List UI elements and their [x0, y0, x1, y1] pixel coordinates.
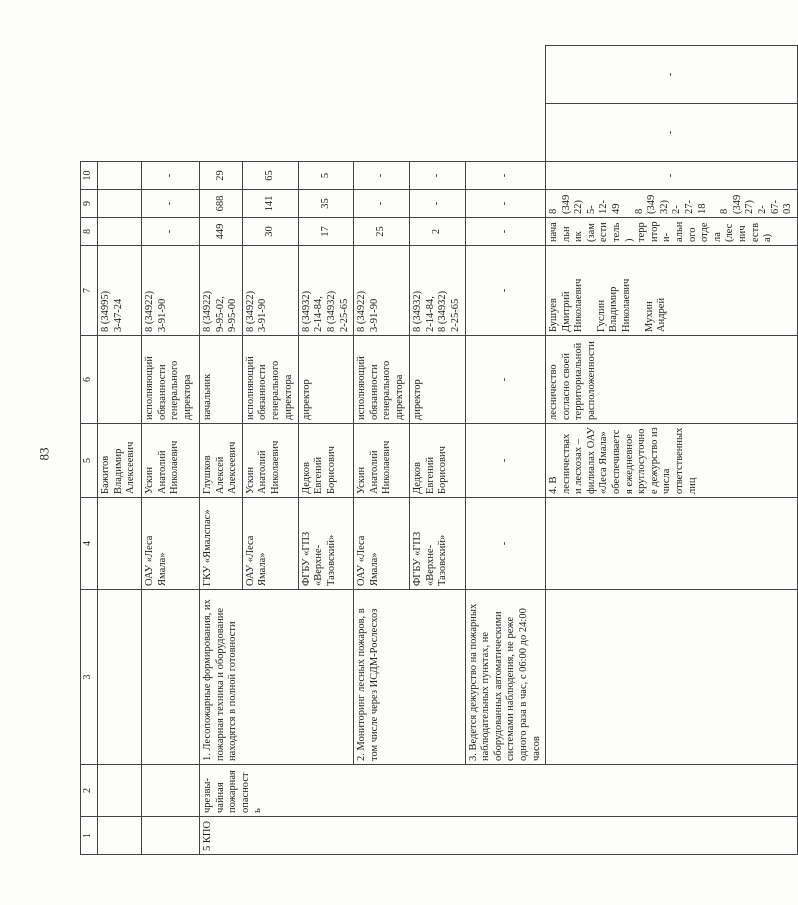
- col-header: 7: [81, 246, 98, 336]
- org-cell: -: [465, 498, 546, 590]
- value-cell: -: [546, 46, 798, 104]
- table-row: [142, 46, 200, 855]
- column-number-row: [81, 46, 98, 855]
- org-cell: лесничество согласно своей территориальной расположенности: [546, 336, 798, 424]
- value-cell: -: [142, 162, 200, 190]
- person-cell: Глушков Алексей Алексеевич: [200, 424, 243, 498]
- col-header: 10: [81, 162, 98, 190]
- value-cell: -: [142, 218, 200, 246]
- value-cell: 35: [298, 190, 353, 218]
- phone-cell: 8 (34922) 3-91-90: [354, 246, 410, 336]
- table-row: [200, 46, 243, 855]
- org-cell: ФГБУ «ГПЗ «Верхне-Тазовский»: [410, 498, 465, 590]
- table-row: [546, 46, 798, 855]
- col-header: 6: [81, 336, 98, 424]
- position-cell: директор: [298, 336, 353, 424]
- phone-cell: 8 (34922) 9-95-02, 9-95-00: [200, 246, 243, 336]
- phone-cell: 8 (34932) 2-14-84, 8 (34932) 2-25-65: [410, 246, 465, 336]
- table-row: [354, 46, 410, 855]
- value-cell: -: [142, 190, 200, 218]
- value-cell: -: [410, 190, 465, 218]
- position-cell: начальник (заместитель) территори- ального отдела (лесничества): [546, 218, 798, 246]
- org-cell: ГКУ «Ямалспас»: [200, 498, 243, 590]
- person-cell: Ускин Анатолий Николаевич: [354, 424, 410, 498]
- section-code: 5 КПО: [200, 817, 798, 855]
- value-cell: 141: [242, 190, 298, 218]
- person-cell: -: [465, 424, 546, 498]
- section-name: чрезвы-чайная пожарная опасность: [200, 765, 798, 817]
- value-cell: -: [410, 162, 465, 190]
- value-cell: 2: [410, 218, 465, 246]
- phone-cell: 8 (34995) 3-47-24: [98, 246, 142, 336]
- position-cell: исполняющий обязанности генерального директора: [142, 336, 200, 424]
- col-header: 4: [81, 498, 98, 590]
- measure-text: 3. Ведется дежурство на пожарных наблюдательных пунктах, не оборудованных автоматическими системами наблюдения, не реже одного раза в час, с 06:00 до 24:00 часов: [465, 590, 546, 765]
- value-cell: -: [465, 218, 546, 246]
- person-cell: Дедков Евгений Борисович: [298, 424, 353, 498]
- value-cell: -: [546, 104, 798, 162]
- value-cell: -: [354, 190, 410, 218]
- value-cell: 5: [298, 162, 353, 190]
- phone-cell: -: [465, 246, 546, 336]
- position-cell: исполняющий обязанности генерального директора: [242, 336, 298, 424]
- phone-cell: 8 (34932) 2-14-84, 8 (34932) 2-25-65: [298, 246, 353, 336]
- measure-text: 4. В лесничествах и лесхозах – филиалах ОАУ «Леса Ямала» обеспечивается ежедневное круглосуточное дежурство из числа ответственных лиц: [546, 424, 798, 498]
- value-cell: 65: [242, 162, 298, 190]
- value-cell: 17: [298, 218, 353, 246]
- person-cell: Дедков Евгений Борисович: [410, 424, 465, 498]
- col-header: 1: [81, 817, 98, 855]
- phone-cell: 8 (34922) 3-91-90: [242, 246, 298, 336]
- value-cell: -: [546, 162, 798, 190]
- page-number: 83: [36, 447, 52, 461]
- position-cell: исполняющий обязанности генерального директора: [354, 336, 410, 424]
- org-cell: ОАУ «Леса Ямала»: [242, 498, 298, 590]
- org-cell: ОАУ «Леса Ямала»: [354, 498, 410, 590]
- table-row: [98, 46, 142, 855]
- person-cell: Бушуев Дмитрий Николаевич Гуслин Владимир Николаевич Мухин Андрей: [546, 246, 798, 336]
- phone-cell: 8 (34922) 5-12-49 8 (34932) 2-27-18 8 (34927) 2-67-03: [546, 190, 798, 218]
- position-cell: директор: [410, 336, 465, 424]
- col-header: 5: [81, 424, 98, 498]
- value-cell: -: [465, 190, 546, 218]
- value-cell: 29: [200, 162, 243, 190]
- person-cell: Бажитов Владимир Алексеевич: [98, 424, 142, 498]
- col-header: 9: [81, 190, 98, 218]
- col-header: 3: [81, 590, 98, 765]
- value-cell: 30: [242, 218, 298, 246]
- person-cell: Ускин Анатолий Николаевич: [242, 424, 298, 498]
- rotated-table-container: [80, 45, 794, 855]
- table-row: [465, 46, 546, 855]
- position-cell: -: [465, 336, 546, 424]
- fire-danger-table: [80, 45, 798, 855]
- value-cell: -: [354, 162, 410, 190]
- position-cell: начальник: [200, 336, 243, 424]
- measure-text: 2. Мониторинг лесных пожаров, в том числе через ИСДМ-Рослесхоз: [354, 590, 465, 765]
- measure-text: 1. Лесопожарные формирования, их пожарная техника и оборудование находятся в полной готовности: [200, 590, 354, 765]
- value-cell: 449: [200, 218, 243, 246]
- phone-cell: 8 (34922) 3-91-90: [142, 246, 200, 336]
- org-cell: ФГБУ «ГПЗ «Верхне-Тазовский»: [298, 498, 353, 590]
- value-cell: -: [465, 162, 546, 190]
- person-cell: Ускин Анатолий Николаевич: [142, 424, 200, 498]
- col-header: 8: [81, 218, 98, 246]
- org-cell: ОАУ «Леса Ямала»: [142, 498, 200, 590]
- col-header: 2: [81, 765, 98, 817]
- value-cell: 25: [354, 218, 410, 246]
- value-cell: 688: [200, 190, 243, 218]
